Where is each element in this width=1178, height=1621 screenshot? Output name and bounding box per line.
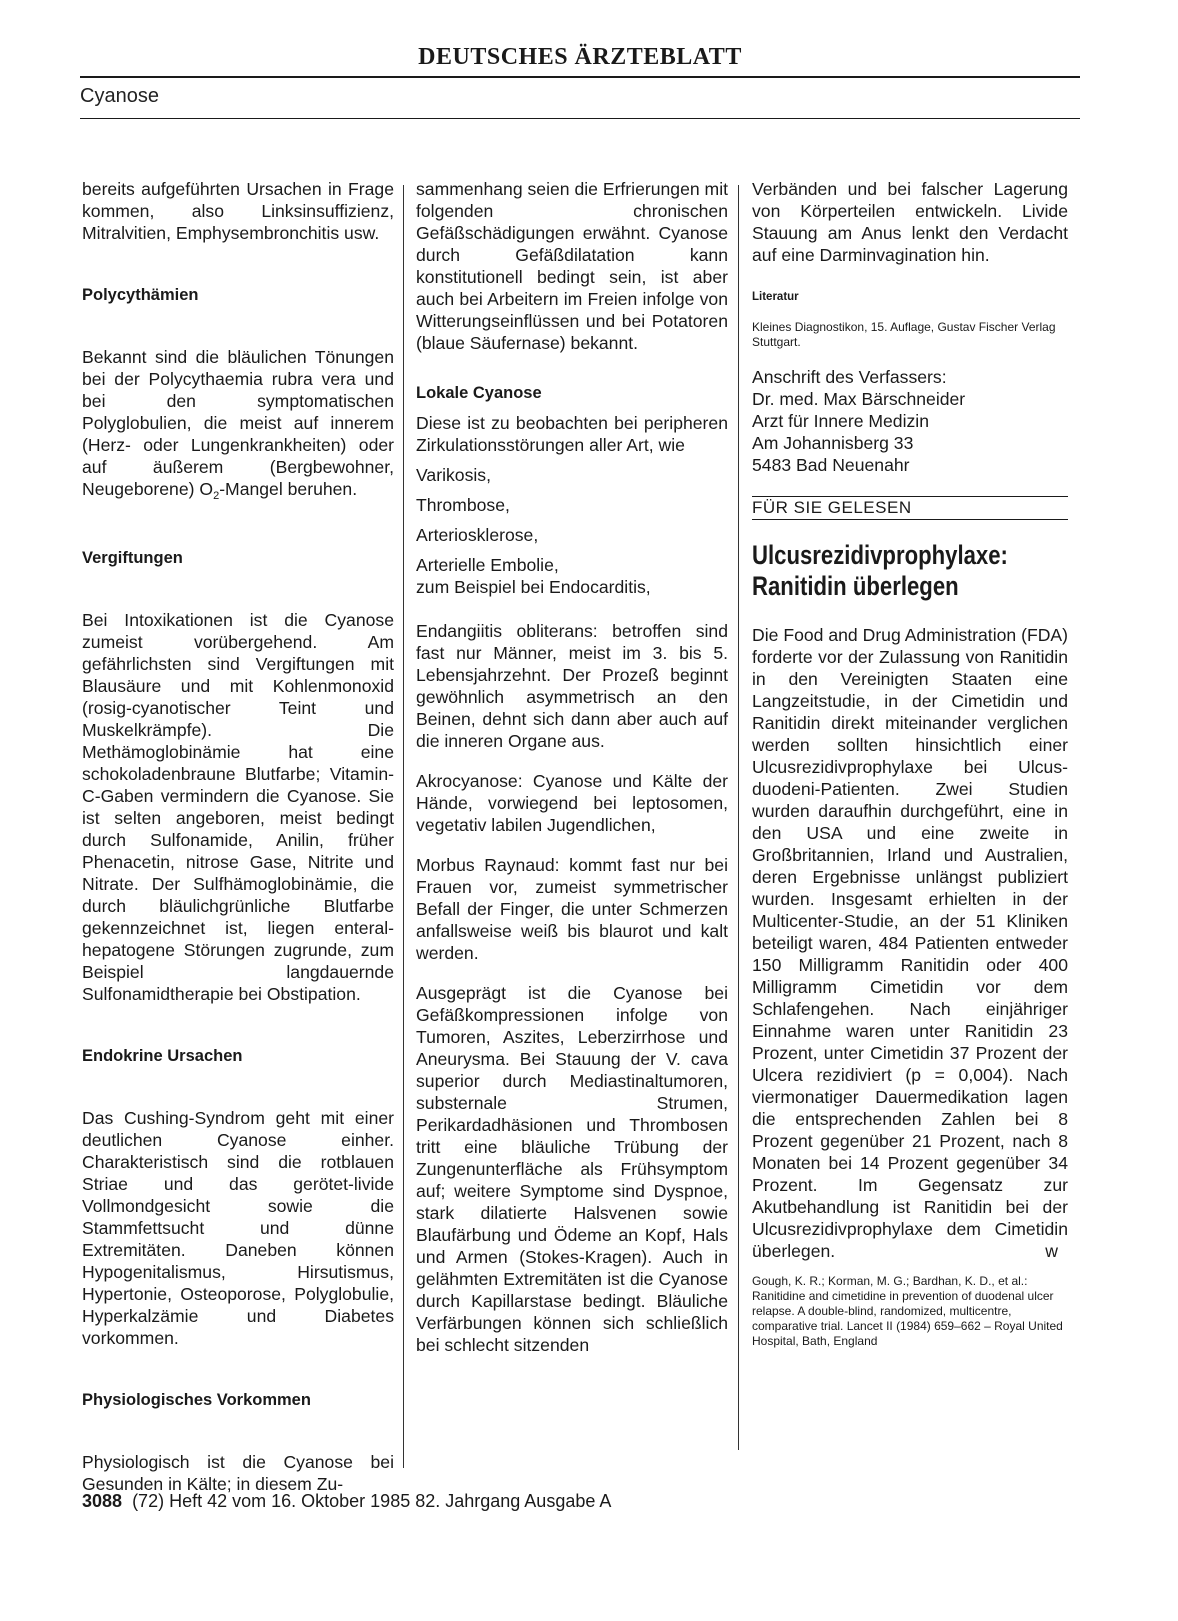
column-3: [752, 178, 1068, 1349]
author-title: Arzt für Innere Medizin: [752, 411, 929, 431]
paragraph: Bekannt sind die bläulichen Tönungen bei der Polycythaemia rubra vera und bei den symptomatischen Polyglobulien, die meist auf innerem (Herz- oder Lungenkrankheiten) oder auf äußerem (Bergbewohner, Neugeborene) $O_2$-Mangel beruhen.: [82, 347, 394, 502]
paragraph: Akrocyanose: Cyanose und Kälte der Hände, vorwiegend bei leptosomen, vegetativ labilen Jugendlichen,: [416, 771, 728, 835]
article-title: Ulcusrezidivprophylaxe: Ranitidin überlegen: [752, 540, 1008, 601]
article-reference: Gough, K. R.; Korman, M. G.; Bardhan, K. D., et al.: Ranitidine and cimetidine in prevention of duodenal ulcer relapse. A double-blind, randomized, multicentre, comparative trial. Lancet II (1984) 659–662 – Royal United Hospital, Bath, England: [752, 1274, 1063, 1348]
heading-physiologisches-vorkommen: Physiologisches Vorkommen: [82, 1391, 311, 1409]
column-1: [82, 178, 394, 1495]
author-name: Dr. med. Max Bärschneider: [752, 389, 966, 409]
page-footer: [82, 1491, 611, 1512]
list-item: Thrombose,: [416, 495, 510, 515]
section-label: Cyanose: [80, 85, 159, 107]
header-rule: [80, 118, 1080, 119]
author-city: 5483 Bad Neuenahr: [752, 455, 910, 475]
heading-vergiftungen: Vergiftungen: [82, 549, 183, 567]
author-street: Am Johannisberg 33: [752, 433, 914, 453]
list-item: Arterielle Embolie,: [416, 555, 559, 575]
literature-reference: Kleines Diagnostikon, 15. Auflage, Gustav Fischer Verlag Stuttgart.: [752, 320, 1056, 349]
paragraph: Ausgeprägt ist die Cyanose bei Gefäßkompressionen infolge von Tumoren, Aszites, Leberzirrhose und Aneurysma. Bei Stauung der V. cava superior durch Mediastinaltumoren, substernale Strumen, Perikardadhäsionen und Thrombosen tritt eine bläuliche Trübung der Zungenunterfläche als Frühsymptom auf; weitere Symptome sind Dyspnoe, stark dilatierte Halsvenen sowie Blaufärbung und Ödeme an Kopf, Hals und Armen (Stokes-Kragen). Auch in gelähmten Extremitäten ist die Cyanose durch Kapillarstase bedingt. Bläuliche Verfärbungen können sich schließlich bei schlecht sitzenden: [416, 983, 728, 1355]
paragraph: bereits aufgeführten Ursachen in Frage kommen, also Linksinsuffizienz, Mitralvitien, Emphysembronchitis usw.: [82, 179, 394, 243]
heading-polycythaemia: Polycythämien: [82, 286, 199, 304]
column-divider: [738, 185, 739, 1450]
fuer-sie-gelesen-label: FÜR SIE GELESEN: [752, 498, 912, 517]
masthead-rule: [80, 76, 1080, 78]
paragraph: Das Cushing-Syndrom geht mit einer deutlichen Cyanose einher. Charakteristisch sind die rotblauen Striae und das gerötet-livide Vollmondgesicht sowie die Stammfettsucht und dünne Extremitäten. Daneben können Hypogenitalismus, Hirsutismus, Hypertonie, Osteoporose, Polyglobulie, Hyperkalzämie und Diabetes vorkommen.: [82, 1108, 394, 1348]
list-item: Arteriosklerose,: [416, 525, 539, 545]
column-2: [416, 178, 728, 1356]
column-divider: [403, 185, 404, 1468]
paragraph: Morbus Raynaud: kommt fast nur bei Frauen vor, zumeist symmetrischer Befall der Finger, die unter Schmerzen anfallsweise weiß bis blaurot und kalt werden.: [416, 855, 728, 963]
list-item: Varikosis,: [416, 465, 491, 485]
author-address-label: Anschrift des Verfassers:: [752, 367, 947, 387]
article-body: Die Food and Drug Administration (FDA) forderte vor der Zulassung von Ranitidin in den Vereinigten Staaten eine Langzeitstudie, in der Cimetidin und Ranitidin direkt miteinander verglichen werden sollten hinsichtlich einer Ulcusrezidivprophylaxe bei Ulcus-duodeni-Patienten. Zwei Studien wurden daraufhin durchgeführt, eine in den USA und eine zweite in Großbritannien, Irland und Australien, deren Ergebnisse unlängst publiziert wurden. Insgesamt erhielten in der Multicenter-Studie, an der 51 Kliniken beteiligt waren, 484 Patienten entweder 150 Milligramm Ranitidin oder 400 Milligramm Cimetidin vor dem Schlafengehen. Nach einjähriger Einnahme waren unter Ranitidin 23 Prozent, unter Cimetidin 37 Prozent der Ulcera rezidiviert (p = 0,004). Nach viermonatiger Dauermedikation lagen die entsprechenden Zahlen bei 8 Prozent gegenüber 21 Prozent, nach 8 Monaten bei 14 Prozent gegenüber 34 Prozent. Im Gegensatz zur Akutbehandlung ist Ranitidin bei der Ulcusrezidivprophylaxe dem Cimetidin überlegen.: [752, 625, 1068, 1261]
paragraph: Diese ist zu beobachten bei peripheren Zirkulationsstörungen aller Art, wie: [416, 413, 728, 455]
heading-lokale-cyanose: Lokale Cyanose: [416, 384, 542, 402]
list-item: zum Beispiel bei Endocarditis,: [416, 577, 651, 597]
literature-heading: Literatur: [752, 291, 799, 303]
issue-info: (72) Heft 42 vom 16. Oktober 1985 82. Jahrgang Ausgabe A: [132, 1491, 612, 1511]
author-initial: w: [1045, 1241, 1058, 1261]
paragraph: Physiologisch ist die Cyanose bei Gesunden in Kälte; in diesem Zu-: [82, 1452, 394, 1494]
page-number: 3088: [82, 1491, 123, 1511]
paragraph: Verbänden und bei falscher Lagerung von Körperteilen entwickeln. Livide Stauung am Anus lenkt den Verdacht auf eine Darminvagination hin.: [752, 179, 1068, 265]
heading-endokrine-ursachen: Endokrine Ursachen: [82, 1047, 243, 1065]
paragraph: Bei Intoxikationen ist die Cyanose zumeist vorübergehend. Am gefährlichsten sind Vergiftungen mit Blausäure und mit Kohlenmonoxid (rosig-cyanotischer Teint und Muskelkrämpfe). Die Methämoglobinämie hat eine schokoladenbraune Blutfarbe; Vitamin-C-Gaben vermindern die Cyanose. Sie ist selten angeboren, meist bedingt durch Sulfonamide, Anilin, früher Phenacetin, nitrose Gase, Nitrite und Nitrate. Der Sulfhämoglobinämie, die durch bläulichgrünliche Blutfarbe gekennzeichnet ist, liegen enteral-hepatogene Störungen zugrunde, zum Beispiel langdauernde Sulfonamidtherapie bei Obstipation.: [82, 610, 394, 1004]
paragraph: sammenhang seien die Erfrierungen mit folgenden chronischen Gefäßschädigungen erwähnt. Cyanose durch Gefäßdilatation kann konstitutionell bedingt sein, ist aber auch bei Arbeitern im Freien infolge von Witterungseinflüssen und bei Potatoren (blaue Säufernase) bekannt.: [416, 179, 728, 353]
masthead-title: DEUTSCHES ÄRZTEBLATT: [418, 44, 742, 70]
paragraph: Endangiitis obliterans: betroffen sind fast nur Männer, meist im 3. bis 5. Lebensjahrzehnt. Der Prozeß beginnt gewöhnlich asymmetrisch an den Beinen, dehnt sich dann aber auch auf die inneren Organe aus.: [416, 621, 728, 751]
